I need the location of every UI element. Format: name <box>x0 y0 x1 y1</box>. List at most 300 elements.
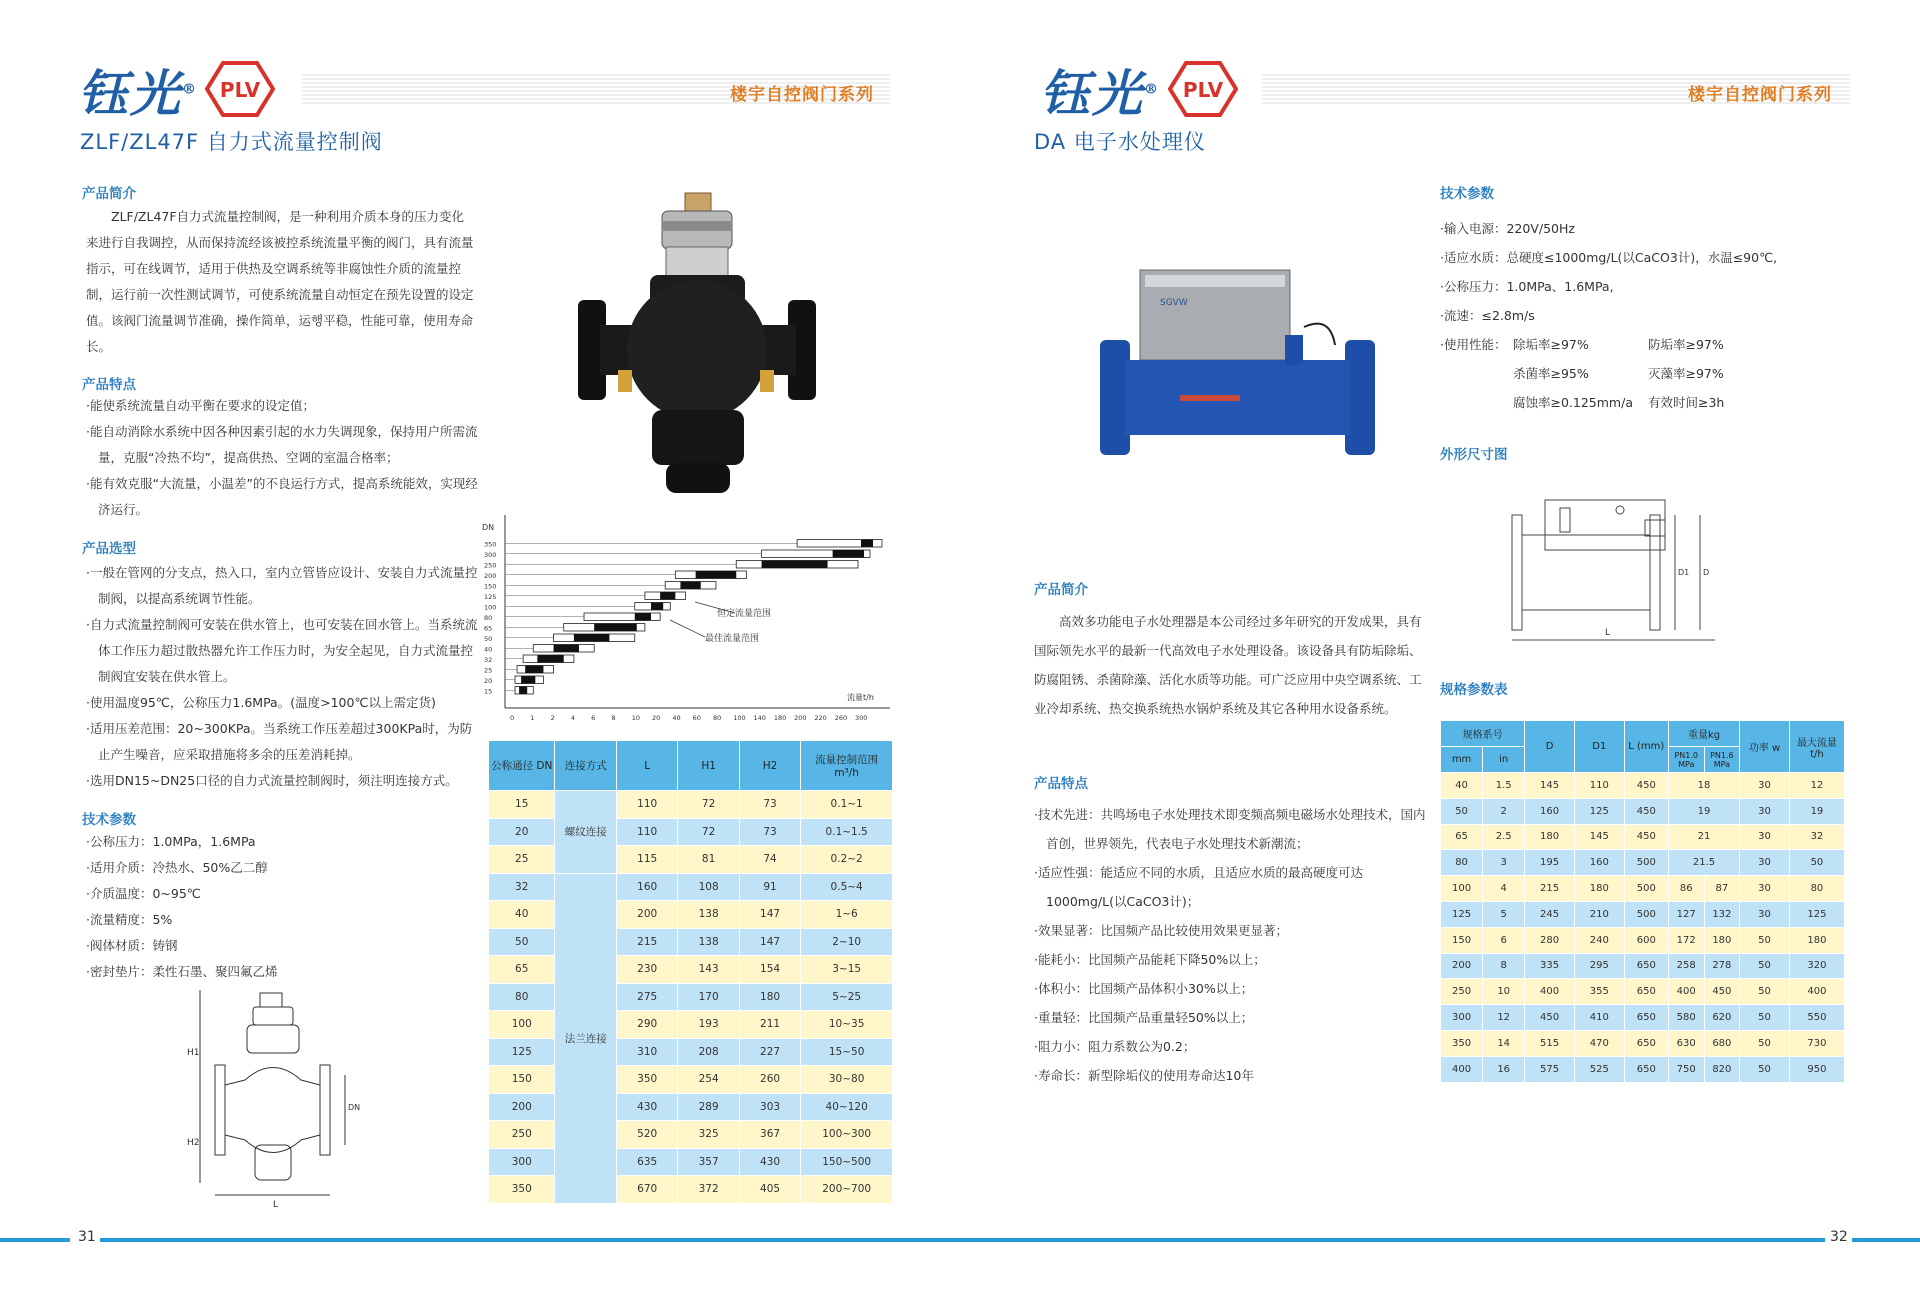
list-item: ·效果显著：比国频产品比较使用效果更显著； <box>1034 923 1288 938</box>
table-cell: 115 <box>616 846 677 874</box>
table-cell: 160 <box>616 873 677 901</box>
table-cell: 367 <box>739 1121 800 1149</box>
table-cell: 110 <box>616 818 677 846</box>
table-cell: 258 <box>1668 953 1704 979</box>
table-cell: 30~80 <box>801 1066 893 1094</box>
chart-x-tick-label: 6 <box>591 714 596 722</box>
table-cell: 0.1~1.5 <box>801 818 893 846</box>
table-cell: 580 <box>1668 1005 1704 1031</box>
valve-dimension-drawing <box>185 985 375 1210</box>
table-cell: 525 <box>1574 1056 1624 1082</box>
table-cell: 50 <box>1740 1005 1790 1031</box>
table-cell: 450 <box>1624 824 1668 850</box>
table-cell: 12 <box>1483 1005 1525 1031</box>
page-number-right: 32 <box>1830 1229 1848 1245</box>
table-cell: 40 <box>489 901 555 929</box>
table-cell: 230 <box>616 956 677 984</box>
table-cell: 820 <box>1704 1056 1740 1082</box>
table-cell: 145 <box>1574 824 1624 850</box>
chart-bar-optimal-range <box>519 687 527 695</box>
chart-x-tick-label: 10 <box>631 714 641 722</box>
table-cell: 110 <box>1574 773 1624 799</box>
table-cell: 30 <box>1740 773 1790 799</box>
table-cell: 200 <box>616 901 677 929</box>
chart-bar-optimal-range <box>525 666 543 674</box>
chart-y-tick-label: 50 <box>484 634 493 643</box>
table-cell: 4 <box>1483 876 1525 902</box>
table-row <box>1441 773 1845 799</box>
table-cell: 170 <box>678 983 739 1011</box>
chart-y-tick-label: 300 <box>484 550 497 559</box>
table-cell: 500 <box>1624 876 1668 902</box>
selection-list <box>86 560 481 794</box>
chart-bar-optimal-range <box>660 592 675 600</box>
table-row <box>1441 798 1845 824</box>
table-row <box>1441 876 1845 902</box>
valve-product-photo <box>570 185 820 505</box>
list-item: ·流速：≤2.8m/s <box>1440 308 1535 323</box>
outline-label-d: D <box>1703 568 1710 577</box>
perf-value: 腐蚀率≥0.125mm/a <box>1513 395 1633 410</box>
table-cell: 150 <box>1441 927 1483 953</box>
table-row <box>489 901 893 929</box>
table-cell: 10 <box>1483 979 1525 1005</box>
table-cell: 260 <box>739 1066 800 1094</box>
table-cell: 520 <box>616 1121 677 1149</box>
chart-x-tick-label: 200 <box>794 714 807 722</box>
water-treatment-device-photo <box>1090 265 1380 465</box>
chart-x-tick-label: 4 <box>570 714 576 722</box>
section-heading-features: 产品特点 <box>1034 776 1088 792</box>
table-row <box>489 818 893 846</box>
section-heading-intro: 产品简介 <box>82 186 136 202</box>
list-item: ·适用介质：冷热水、50%乙二醇 <box>86 860 268 875</box>
table-cell: 3~15 <box>801 956 893 984</box>
list-item: ·重量轻：比国频产品重量轻50%以上； <box>1034 1010 1254 1025</box>
chart-bar-optimal-range <box>833 550 864 558</box>
table-cell: 32 <box>489 873 555 901</box>
table-cell: 73 <box>739 791 800 819</box>
table-cell: 81 <box>678 846 739 874</box>
table-row <box>1441 901 1845 927</box>
table-cell: 450 <box>1624 798 1668 824</box>
intro-paragraph: 高效多功能电子水处理器是本公司经过多年研究的开发成果，具有国际领先水平的最新一代高效电子水处理设备。该设备具有防垢除垢、防腐阻锈、杀菌除藻、活化水质等功能。可广泛应用中央空调系统、工业冷却系统、热交换系统热水锅炉系统及其它各种用水设备系统。 <box>1034 614 1422 716</box>
chart-y-tick-label: 125 <box>484 592 497 601</box>
dim-label-dn: DN <box>348 1103 361 1112</box>
table-cell: 180 <box>739 983 800 1011</box>
plv-logo-icon <box>1168 60 1238 118</box>
table-cell: 86 <box>1668 876 1704 902</box>
table-row <box>1441 927 1845 953</box>
table-cell: 275 <box>616 983 677 1011</box>
page-title: DA 电子水处理仪 <box>1034 130 1206 154</box>
brand-logo-text: 钰光® <box>1040 64 1160 123</box>
footer-line <box>0 1238 70 1242</box>
table-cell: 72 <box>678 791 739 819</box>
table-row <box>489 1121 893 1149</box>
section-heading-tech: 技术参数 <box>1440 186 1494 202</box>
table-header: PN1.6 MPa <box>1704 747 1740 773</box>
table-cell: 50 <box>1789 850 1844 876</box>
section-heading-outline: 外形尺寸图 <box>1440 447 1508 463</box>
list-item: ·体积小：比国频产品体积小30%以上； <box>1034 981 1254 996</box>
table-header: 重量kg <box>1668 721 1739 747</box>
table-cell: 30 <box>1740 901 1790 927</box>
table-cell: 400 <box>1789 979 1844 1005</box>
table-cell: 172 <box>1668 927 1704 953</box>
chart-bar-optimal-range <box>680 582 700 590</box>
chart-y-tick-label: 65 <box>484 624 493 633</box>
table-cell: 400 <box>1525 979 1575 1005</box>
chart-bar-optimal-range <box>696 571 737 579</box>
chart-bar-optimal-range <box>861 540 873 548</box>
table-cell: 405 <box>739 1176 800 1204</box>
table-cell: 250 <box>1441 979 1483 1005</box>
list-item: ·寿命长：新型除垢仪的使用寿命达10年 <box>1034 1068 1254 1083</box>
table-row <box>489 1093 893 1121</box>
table-cell: 245 <box>1525 901 1575 927</box>
dim-label-h1: H1 <box>187 1048 200 1058</box>
table-cell: 143 <box>678 956 739 984</box>
list-item: ·阻力小：阻力系数公为0.2； <box>1034 1039 1196 1054</box>
list-item: ·能有效克服“大流量，小温差”的不良运行方式，提高系统能效，实现经济运行。 <box>86 476 478 517</box>
table-cell: 50 <box>1740 979 1790 1005</box>
svg-text:PLV: PLV <box>1182 78 1224 102</box>
table-cell: 430 <box>739 1148 800 1176</box>
list-item: ·适应水质：总硬度≤1000mg/L(以CaCO3计)，水温≤90℃, <box>1440 250 1778 265</box>
table-cell: 355 <box>1574 979 1624 1005</box>
table-cell: 630 <box>1668 1030 1704 1056</box>
table-row <box>489 873 893 901</box>
chart-bar-optimal-range <box>635 613 651 621</box>
chart-y-label: DN <box>482 523 495 532</box>
table-cell: 215 <box>1525 876 1575 902</box>
table-cell: 65 <box>1441 824 1483 850</box>
table-header: 连接方式 <box>555 741 616 791</box>
table-cell: 法兰连接 <box>555 873 616 1203</box>
tech-list <box>1440 214 1820 330</box>
chart-x-tick-label: 300 <box>855 714 868 722</box>
table-cell: 147 <box>739 901 800 929</box>
table-cell: 215 <box>616 928 677 956</box>
section-heading-intro: 产品简介 <box>1034 582 1088 598</box>
list-item: ·公称压力：1.0MPa，1.6MPa <box>86 834 256 849</box>
chart-y-tick-label: 250 <box>484 561 497 570</box>
chart-bar-optimal-range <box>521 676 535 684</box>
table-cell: 30 <box>1740 876 1790 902</box>
list-item: ·流量精度：5% <box>86 912 173 927</box>
table-cell: 254 <box>678 1066 739 1094</box>
table-cell: 145 <box>1525 773 1575 799</box>
list-item: ·密封垫片：柔性石墨、聚四氟乙烯 <box>86 964 278 979</box>
table-header: D <box>1525 721 1575 773</box>
table-cell: 74 <box>739 846 800 874</box>
section-heading-tech: 技术参数 <box>82 812 136 828</box>
table-cell: 350 <box>1441 1030 1483 1056</box>
list-item: ·技术先进：共鸣场电子水处理技术即变频高频电磁场水处理技术，国内首创，世界领先，代表电子水处理技术新潮流； <box>1034 807 1426 851</box>
table-cell: 515 <box>1525 1030 1575 1056</box>
dim-label-h2: H2 <box>187 1138 200 1148</box>
table-header: 公称通径 DN <box>489 741 555 791</box>
table-cell: 154 <box>739 956 800 984</box>
table-cell: 2 <box>1483 798 1525 824</box>
table-cell: 5 <box>1483 901 1525 927</box>
table-cell: 280 <box>1525 927 1575 953</box>
table-cell: 125 <box>1789 901 1844 927</box>
table-cell: 1~6 <box>801 901 893 929</box>
table-cell: 335 <box>1525 953 1575 979</box>
table-cell: 650 <box>1624 1056 1668 1082</box>
list-item: ·阀体材质：铸钢 <box>86 938 178 953</box>
table-cell: 138 <box>678 901 739 929</box>
table-cell: 289 <box>678 1093 739 1121</box>
page-number-left: 31 <box>78 1229 96 1245</box>
table-cell: 320 <box>1789 953 1844 979</box>
table-cell: 50 <box>1740 1030 1790 1056</box>
chart-y-tick-label: 15 <box>484 687 493 696</box>
table-cell: 193 <box>678 1011 739 1039</box>
table-cell: 21.5 <box>1668 850 1739 876</box>
table-cell: 100 <box>1441 876 1483 902</box>
table-row <box>1441 824 1845 850</box>
chart-x-tick-label: 100 <box>733 714 746 722</box>
series-label: 楼宇自控阀门系列 <box>1688 85 1832 105</box>
table-cell: 550 <box>1789 1005 1844 1031</box>
list-item: ·能自动消除水系统中因各种因素引起的水力失调现象，保持用户所需流量，克服“冷热不均”，提高供热、空调的室温合格率； <box>86 424 478 465</box>
perf-value: 有效时间≥3h <box>1648 395 1725 410</box>
table-cell: 680 <box>1704 1030 1740 1056</box>
table-cell: 14 <box>1483 1030 1525 1056</box>
table-cell: 290 <box>616 1011 677 1039</box>
section-heading-features: 产品特点 <box>82 377 136 393</box>
table-cell: 10~35 <box>801 1011 893 1039</box>
table-cell: 72 <box>678 818 739 846</box>
flow-range-chart <box>480 510 900 730</box>
table-cell: 300 <box>1441 1005 1483 1031</box>
table-cell: 450 <box>1525 1005 1575 1031</box>
table-cell: 450 <box>1624 773 1668 799</box>
table-cell: 50 <box>1740 1056 1790 1082</box>
list-item: ·输入电源：220V/50Hz <box>1440 221 1575 236</box>
chart-y-tick-label: 100 <box>484 603 497 612</box>
chart-x-tick-label: 0 <box>510 714 515 722</box>
table-cell: 200 <box>489 1093 555 1121</box>
perf-label: ·使用性能： <box>1440 337 1507 352</box>
features-list <box>1034 800 1429 1090</box>
table-row <box>489 1066 893 1094</box>
table-cell: 147 <box>739 928 800 956</box>
table-cell: 5~25 <box>801 983 893 1011</box>
valve-spec-table <box>488 740 893 1204</box>
outline-label-d1: D1 <box>1678 568 1690 577</box>
svg-text:SGVW: SGVW <box>1160 298 1188 308</box>
table-cell: 650 <box>1624 1030 1668 1056</box>
chart-y-tick-label: 350 <box>484 540 497 549</box>
table-cell: 25 <box>489 846 555 874</box>
table-cell: 50 <box>1441 798 1483 824</box>
outline-label-l: L <box>1605 628 1611 638</box>
table-cell: 180 <box>1704 927 1740 953</box>
list-item: ·能使系统流量自动平衡在要求的设定值； <box>86 398 315 413</box>
section-heading-spec: 规格参数表 <box>1440 682 1508 698</box>
table-cell: 750 <box>1668 1056 1704 1082</box>
table-cell: 50 <box>489 928 555 956</box>
table-header: H2 <box>739 741 800 791</box>
table-row <box>489 983 893 1011</box>
chart-bar-optimal-range <box>594 624 637 632</box>
table-cell: 450 <box>1704 979 1740 1005</box>
table-cell: 227 <box>739 1038 800 1066</box>
table-cell: 0.5~4 <box>801 873 893 901</box>
section-heading-selection: 产品选型 <box>82 541 136 557</box>
chart-x-tick-label: 260 <box>834 714 848 722</box>
table-cell: 80 <box>1441 850 1483 876</box>
perf-value: 防垢率≥97% <box>1648 337 1724 352</box>
table-row <box>489 791 893 819</box>
list-item: ·公称压力：1.0MPa、1.6MPa, <box>1440 279 1614 294</box>
table-cell: 150 <box>489 1066 555 1094</box>
table-cell: 30 <box>1740 798 1790 824</box>
table-cell: 15~50 <box>801 1038 893 1066</box>
table-cell: 16 <box>1483 1056 1525 1082</box>
table-header: D1 <box>1574 721 1624 773</box>
chart-bar-optimal-range <box>762 561 828 569</box>
chart-bar-optimal-range <box>554 645 579 653</box>
chart-y-tick-label: 20 <box>484 676 493 685</box>
chart-x-tick-label: 140 <box>753 714 766 722</box>
table-cell: 100 <box>489 1011 555 1039</box>
table-cell: 210 <box>1574 901 1624 927</box>
table-row <box>489 956 893 984</box>
table-cell: 132 <box>1704 901 1740 927</box>
performance-block <box>1440 330 1840 417</box>
table-cell: 600 <box>1624 927 1668 953</box>
table-row <box>1441 850 1845 876</box>
table-cell: 295 <box>1574 953 1624 979</box>
table-cell: 211 <box>739 1011 800 1039</box>
table-cell: 138 <box>678 928 739 956</box>
table-cell: 0.2~2 <box>801 846 893 874</box>
table-row <box>489 1011 893 1039</box>
table-row <box>1441 1005 1845 1031</box>
table-cell: 200~700 <box>801 1176 893 1204</box>
chart-bar-optimal-range <box>574 634 610 642</box>
chart-annotation: 恒定流量范围 <box>717 609 772 619</box>
table-cell: 650 <box>1624 979 1668 1005</box>
table-cell: 125 <box>489 1038 555 1066</box>
table-header: H1 <box>678 741 739 791</box>
table-cell: 325 <box>678 1121 739 1149</box>
table-cell: 30 <box>1740 850 1790 876</box>
table-cell: 125 <box>1574 798 1624 824</box>
chart-x-tick-label: 20 <box>652 714 661 722</box>
chart-bar-optimal-range <box>651 603 663 611</box>
tech-list <box>86 829 426 985</box>
chart-y-tick-label: 25 <box>484 666 493 675</box>
table-cell: 2.5 <box>1483 824 1525 850</box>
list-item: ·一般在管网的分支点，热入口，室内立管皆应设计、安装自力式流量控制阀，以提高系统调节性能。 <box>86 565 478 606</box>
table-cell: 208 <box>678 1038 739 1066</box>
chart-x-tick-label: 8 <box>611 714 616 722</box>
table-cell: 180 <box>1525 824 1575 850</box>
table-cell: 650 <box>1624 953 1668 979</box>
brand-logo-text: 钰光® <box>78 64 198 123</box>
chart-y-tick-label: 32 <box>484 655 493 664</box>
perf-value: 除垢率≥97% <box>1513 337 1589 352</box>
table-cell: 73 <box>739 818 800 846</box>
table-cell: 195 <box>1525 850 1575 876</box>
table-header: 功率 w <box>1740 721 1790 773</box>
table-cell: 50 <box>1740 927 1790 953</box>
table-header: L (mm) <box>1624 721 1668 773</box>
table-row <box>489 846 893 874</box>
table-cell: 108 <box>678 873 739 901</box>
table-cell: 80 <box>489 983 555 1011</box>
table-cell: 110 <box>616 791 677 819</box>
table-row <box>489 1176 893 1204</box>
table-cell: 螺纹连接 <box>555 791 616 874</box>
table-cell: 350 <box>616 1066 677 1094</box>
table-header: in <box>1483 747 1525 773</box>
table-cell: 8 <box>1483 953 1525 979</box>
table-row <box>489 928 893 956</box>
chart-x-tick-label: 180 <box>773 714 787 722</box>
table-cell: 87 <box>1704 876 1740 902</box>
list-item: ·自力式流量控制阀可安装在供水管上，也可安装在回水管上。当系统流体工作压力超过散热器允许工作压力时，为安全起见，自力式流量控制阀宜安装在供水管上。 <box>86 617 478 684</box>
table-cell: 410 <box>1574 1005 1624 1031</box>
chart-y-tick-label: 200 <box>484 571 497 580</box>
table-cell: 575 <box>1525 1056 1575 1082</box>
table-header: PN1.0 MPa <box>1668 747 1704 773</box>
intro-paragraph: ZLF/ZL47F自力式流量控制阀，是一种利用介质本身的压力变化来进行自我调控，从而保持流经该被控系统流量平衡的阀门，具有流量指示，可在线调节，适用于供热及空调系统等非腐蚀性介质的流量控制，运行前一次性测试调节，可使系统流量自动恒定在预先设置的设定值。该阀门流量调节准确，操作简单，运행平稳，性能可靠，使用寿命长。 <box>86 209 474 354</box>
table-cell: 357 <box>678 1148 739 1176</box>
table-cell: 310 <box>616 1038 677 1066</box>
table-cell: 18 <box>1668 773 1739 799</box>
list-item: ·选用DN15~DN25口径的自力式流量控制阀时，须注明连接方式。 <box>86 773 458 788</box>
table-cell: 30 <box>1740 824 1790 850</box>
table-header: mm <box>1441 747 1483 773</box>
table-cell: 160 <box>1525 798 1575 824</box>
table-row <box>489 1148 893 1176</box>
table-cell: 250 <box>489 1121 555 1149</box>
chart-x-tick-label: 2 <box>550 714 555 722</box>
table-cell: 635 <box>616 1148 677 1176</box>
list-item: ·适用压差范围：20~300KPa。当系统工作压差超过300KPa时，为防止产生噪音，应采取措施将多余的压差消耗掉。 <box>86 721 473 762</box>
table-cell: 470 <box>1574 1030 1624 1056</box>
table-cell: 160 <box>1574 850 1624 876</box>
table-row <box>1441 1030 1845 1056</box>
table-cell: 127 <box>1668 901 1704 927</box>
table-header: 最大流量 t/h <box>1789 721 1844 773</box>
list-item: ·介质温度：0~95℃ <box>86 886 201 901</box>
chart-y-tick-label: 150 <box>484 582 497 591</box>
table-cell: 50 <box>1740 953 1790 979</box>
table-header: 流量控制范围 m³/h <box>801 741 893 791</box>
table-cell: 32 <box>1789 824 1844 850</box>
table-cell: 240 <box>1574 927 1624 953</box>
table-cell: 1.5 <box>1483 773 1525 799</box>
table-row <box>1441 1056 1845 1082</box>
table-cell: 80 <box>1789 876 1844 902</box>
table-cell: 12 <box>1789 773 1844 799</box>
features-list <box>86 393 486 523</box>
page-title: ZLF/ZL47F 自力式流量控制阀 <box>80 130 383 154</box>
table-cell: 950 <box>1789 1056 1844 1082</box>
footer-line <box>100 1238 1825 1242</box>
table-cell: 40 <box>1441 773 1483 799</box>
table-cell: 65 <box>489 956 555 984</box>
table-cell: 303 <box>739 1093 800 1121</box>
